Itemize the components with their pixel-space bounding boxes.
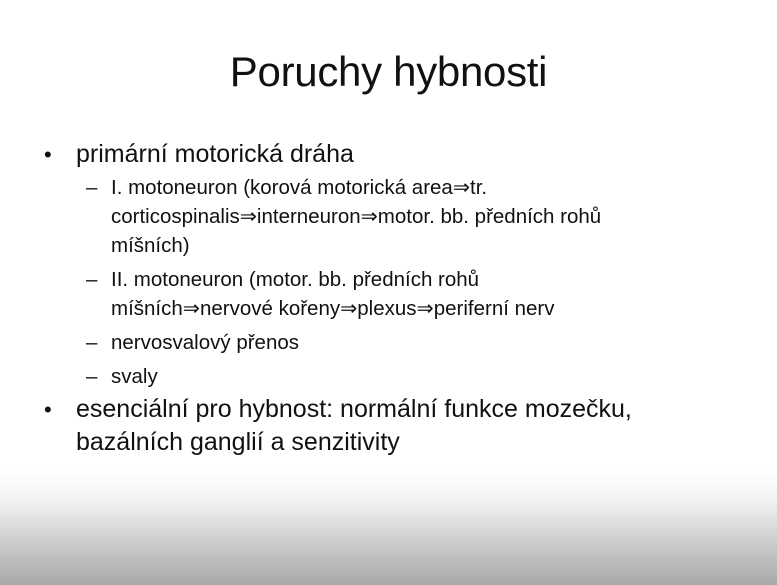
bullet-line: esenciální pro hybnost: normální funkce mozečku, bbox=[76, 395, 632, 423]
subitem-line: svaly bbox=[111, 365, 158, 388]
subitem-second-motoneuron bbox=[44, 265, 734, 323]
subitem-muscles bbox=[44, 362, 734, 391]
bullet-item-essential-for-motion bbox=[44, 393, 734, 459]
subitem-line: I. motoneuron (korová motorická area⇒tr. bbox=[111, 176, 488, 199]
subitem-line: míšních) bbox=[111, 234, 190, 257]
subitem-line: II. motoneuron (motor. bb. předních rohů bbox=[111, 268, 480, 291]
slide-title: Poruchy hybnosti bbox=[229, 48, 548, 95]
bullet-list bbox=[44, 138, 734, 459]
dash-icon: – bbox=[86, 176, 98, 199]
bullet-icon: • bbox=[44, 142, 52, 167]
subitem-first-motoneuron bbox=[44, 173, 734, 260]
dash-icon: – bbox=[86, 331, 98, 354]
subitem-line: nervosvalový přenos bbox=[111, 331, 300, 354]
subitem-line: míšních⇒nervové kořeny⇒plexus⇒periferní nerv bbox=[111, 297, 555, 320]
bullet-icon: • bbox=[44, 397, 52, 422]
bullet-item-primary-motor-pathway bbox=[44, 138, 734, 171]
dash-icon: – bbox=[86, 268, 98, 291]
subitem-line: corticospinalis⇒interneuron⇒motor. bb. předních rohů bbox=[111, 205, 602, 228]
bullet-line: bazálních ganglií a senzitivity bbox=[76, 428, 400, 456]
bullet-text: primární motorická dráha bbox=[76, 140, 354, 168]
dash-icon: – bbox=[86, 365, 98, 388]
subitem-neuromuscular-transmission bbox=[44, 328, 734, 357]
